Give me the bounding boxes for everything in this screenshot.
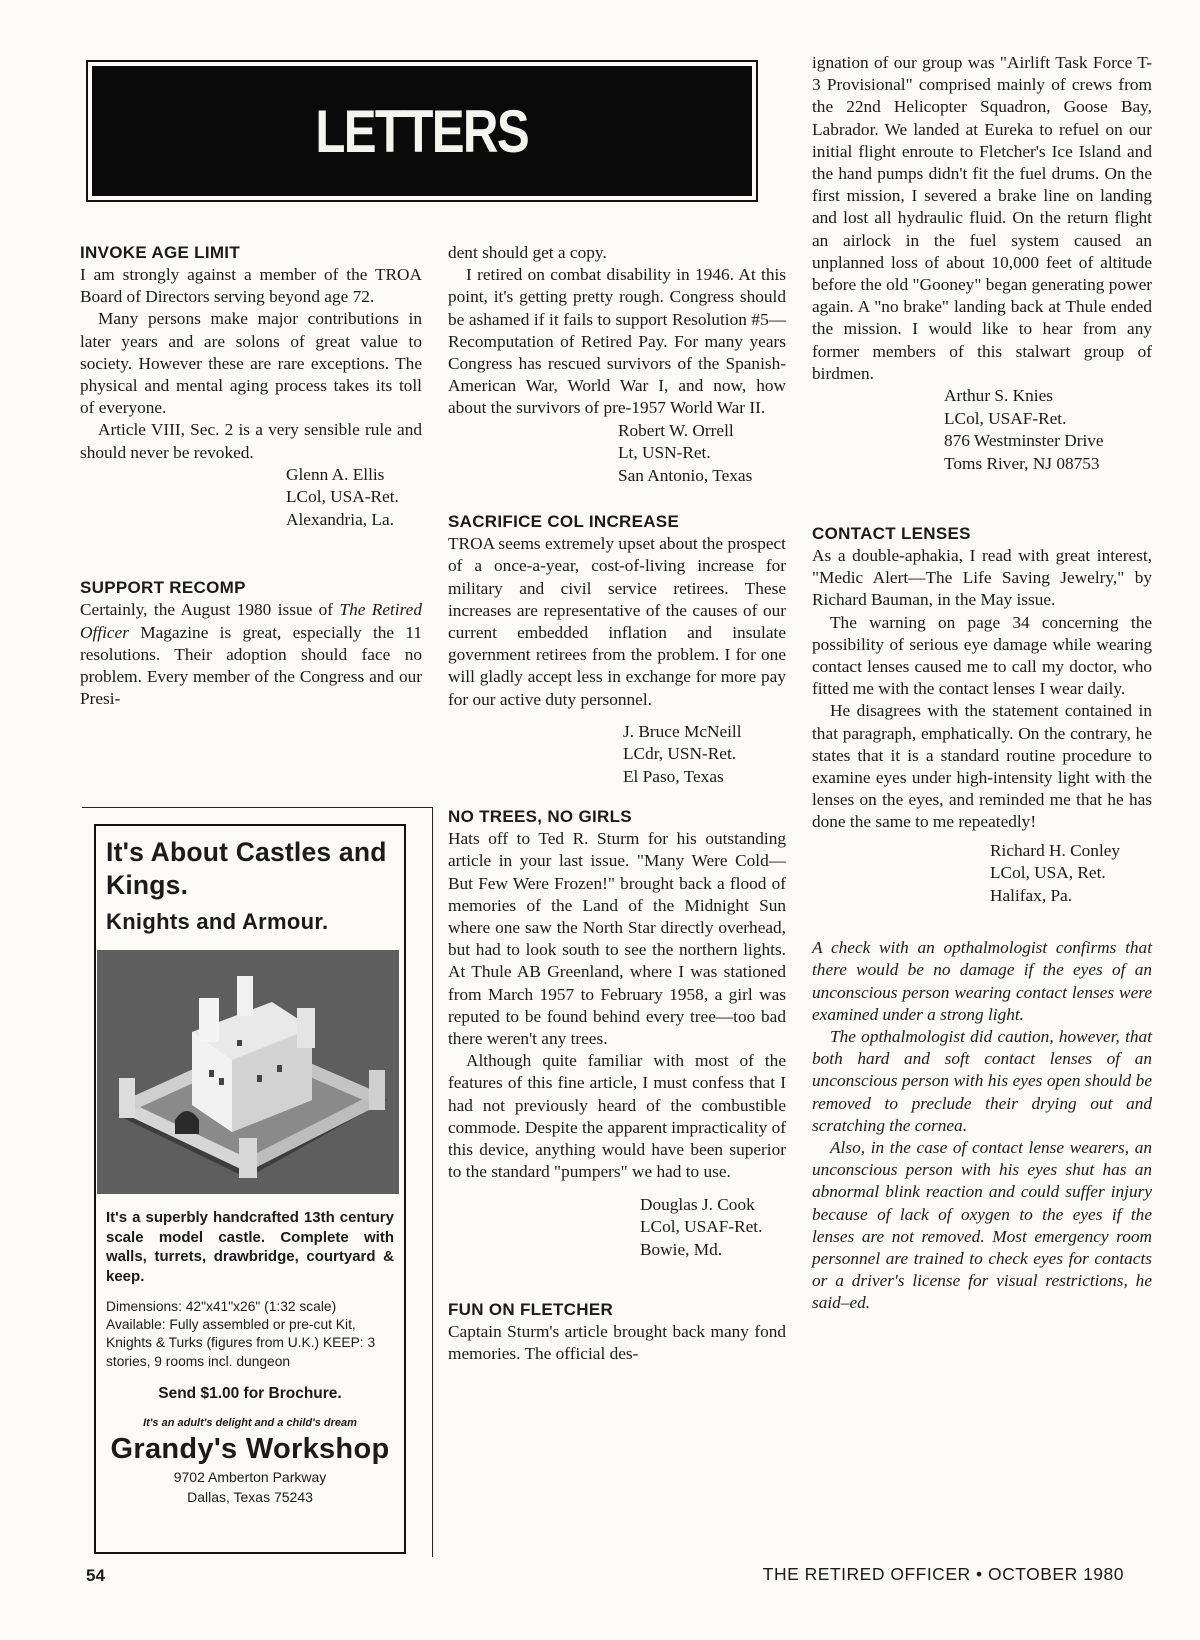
column-1 bbox=[80, 242, 422, 710]
ad-rule-horizontal bbox=[82, 807, 432, 808]
letter-paragraph: Certainly, the August 1980 issue of The Retired Officer Magazine is great, especially the 11 resolutions. Their adoption should face no problem. Every member of the Congress and our Presi- bbox=[80, 600, 422, 709]
letter-heading: NO TREES, NO GIRLS bbox=[448, 807, 632, 827]
ad-address-line: 9702 Amberton Parkway bbox=[173, 1468, 327, 1485]
letter-signature: Glenn A. Ellis LCol, USA-Ret. Alexandria, La. bbox=[286, 464, 399, 529]
editor-note-paragraph: The opthalmologist did caution, however, that both hard and soft contact lenses of an unconscious person with his eyes open should be removed to preclude their drying out and scratching the cornea. bbox=[812, 1027, 1152, 1135]
letter-heading: INVOKE AGE LIMIT bbox=[80, 243, 241, 262]
letter-paragraph: ignation of our group was "Airlift Task Force T-3 Provisional" comprised mainly of crews from the 22nd Helicopter Squadron, Goose Bay, Labrador. We landed at Eureka to refuel on our initial flight enroute to Fletcher's Ice Island and the hand pumps didn't fit the fuel drums. On the first mission, I severed a brake line on landing and lost all hydraulic fluid. On the return flight an airlock in the fuel system caused an unplanned loss of about 10,000 feet of altitude before the old "Gooney" began generating power again. A "no brake" landing back at Thule ended the mission. I would like to hear from any former members of this stalwart group of birdmen. bbox=[812, 53, 1152, 383]
ad-rule-vertical bbox=[432, 807, 433, 1557]
letter-paragraph: I am strongly against a member of the TROA Board of Directors serving beyond age 72. bbox=[80, 265, 422, 307]
ad-call-to-action: Send $1.00 for Brochure. bbox=[158, 1384, 342, 1402]
letter-heading: SACRIFICE COL INCREASE bbox=[448, 512, 680, 532]
letter-paragraph: Hats off to Ted R. Sturm for his outstanding article in your last issue. "Many Were Cold—But Few Were Frozen!" brought back a flood of memories of the Land of the Midnight Sun where one saw the North Star directly overhead, but had to look south to see the northern lights. At Thule AB Greenland, where I was stationed from March 1957 to February 1958, a girl was reputed to be found behind every tree—too bad there weren't any trees. bbox=[448, 829, 786, 1049]
letter-signature: Richard H. Conley LCol, USA, Ret. Halifax, Pa. bbox=[990, 840, 1121, 905]
ad-subheadline: Knights and Armour. bbox=[106, 909, 329, 934]
letter-heading: FUN ON FLETCHER bbox=[448, 1300, 614, 1319]
letter-signature: J. Bruce McNeill LCdr, USN-Ret. El Paso, Texas bbox=[623, 721, 742, 786]
column-2 bbox=[448, 242, 786, 1365]
letters-banner bbox=[86, 60, 758, 202]
ad-address-line: Dallas, Texas 75243 bbox=[187, 1488, 313, 1505]
editor-note-paragraph: A check with an opthalmologist confirms that there would be no damage if the eyes of an unconscious person wearing contact lenses were examined under a strong light. bbox=[812, 938, 1152, 1024]
letter-paragraph: The warning on page 34 concerning the possibility of serious eye damage while wearing contact lenses caused me to call my doctor, who fitted me with the contact lenses I wear daily. bbox=[812, 612, 1152, 699]
letter-paragraph: dent should get a copy. bbox=[448, 243, 607, 262]
letter-signature: Douglas J. Cook LCol, USAF-Ret. Bowie, Md. bbox=[640, 1194, 763, 1259]
column-3 bbox=[812, 52, 1152, 1315]
letter-paragraph: Although quite familiar with most of the features of this fine article, I must confess that I had not previously heard of the combustible commode. Despite the apparent impracticality of this device, anything would have been superior to the standard "pumpers" we had to use. bbox=[448, 1051, 786, 1182]
editor-note-paragraph: Also, in the case of contact lense wearers, an unconscious person with his eyes shut has an abnormal blink reaction and could suffer injury because of lack of oxygen to the eyes if the lenses are not removed. Most emergency room personnel are trained to check eyes for contacts or a driver's license for visual restrictions, he said–ed. bbox=[812, 1138, 1152, 1313]
letter-paragraph: He disagrees with the statement contained in that paragraph, emphatically. On the contrary, he states that it is a standard routine procedure to examine eyes under high-intensity light with the lenses on the eyes, and reminded me that he has done the same to me repeatedly! bbox=[812, 701, 1152, 832]
letters-banner-fill bbox=[92, 66, 752, 196]
ad-blurb: It's a superbly handcrafted 13th century scale model castle. Complete with walls, turrets, drawbridge, courtyard & keep. bbox=[106, 1209, 394, 1285]
letter-paragraph: As a double-aphakia, I read with great interest, "Medic Alert—The Life Saving Jewelry," by Richard Bauman, in the May issue. bbox=[812, 546, 1152, 610]
letter-paragraph: Captain Sturm's article brought back many fond memories. The official des- bbox=[448, 1322, 786, 1364]
letter-paragraph: Article VIII, Sec. 2 is a very sensible rule and should never be revoked. bbox=[80, 420, 422, 462]
ad-tagline: It's an adult's delight and a child's dream bbox=[143, 1416, 357, 1429]
magazine-title: The Retired Officer bbox=[80, 600, 422, 642]
ad-headline: It's About Castles and Kings. bbox=[106, 837, 387, 900]
letter-signature: Arthur S. Knies LCol, USAF-Ret. 876 Westminster Drive Toms River, NJ 08753 bbox=[944, 386, 1104, 473]
letter-paragraph: TROA seems extremely upset about the prospect of a once-a-year, cost-of-living increase for military and civil service retirees. These increases are representative of the causes of our current embedded inflation and insulate government retirees from the problem. I for one will gladly accept less in exchange for more pay for our active duty personnel. bbox=[448, 534, 786, 709]
ad-brand: Grandy's Workshop bbox=[110, 1432, 390, 1465]
letter-heading: CONTACT LENSES bbox=[812, 524, 971, 544]
letter-paragraph: I retired on combat disability in 1946. At this point, it's getting pretty rough. Congress should be ashamed if it fails to support Resolution #5—Recomputation of Retired Pay. For many years Congress has rescued survivors of the Spanish-American War, World War I, and now, how about the survivors of pre-1957 World War II. bbox=[448, 265, 786, 418]
section-title: LETTERS bbox=[315, 97, 529, 165]
magazine-footer: THE RETIRED OFFICER • OCTOBER 1980 bbox=[762, 1564, 1124, 1584]
letter-heading: SUPPORT RECOMP bbox=[80, 578, 246, 598]
castle-model-illustration bbox=[97, 950, 399, 1194]
ad-specs: Dimensions: 42"x41"x26" (1:32 scale) Available: Fully assembled or pre-cut Kit, Knights & Turks (figures from U.K.) KEEP: 3 stories, 9 rooms incl. dungeon bbox=[106, 1299, 376, 1369]
letter-signature: Robert W. Orrell Lt, USN-Ret. San Antonio, Texas bbox=[618, 420, 753, 485]
castle-advertisement bbox=[94, 824, 406, 1554]
letter-paragraph: Many persons make major contributions in later years and are solons of great value to society. However these are rare exceptions. The physical and mental aging process takes its toll of everyone. bbox=[80, 309, 422, 418]
page-number: 54 bbox=[86, 1566, 105, 1585]
castle-photo bbox=[97, 950, 399, 1194]
